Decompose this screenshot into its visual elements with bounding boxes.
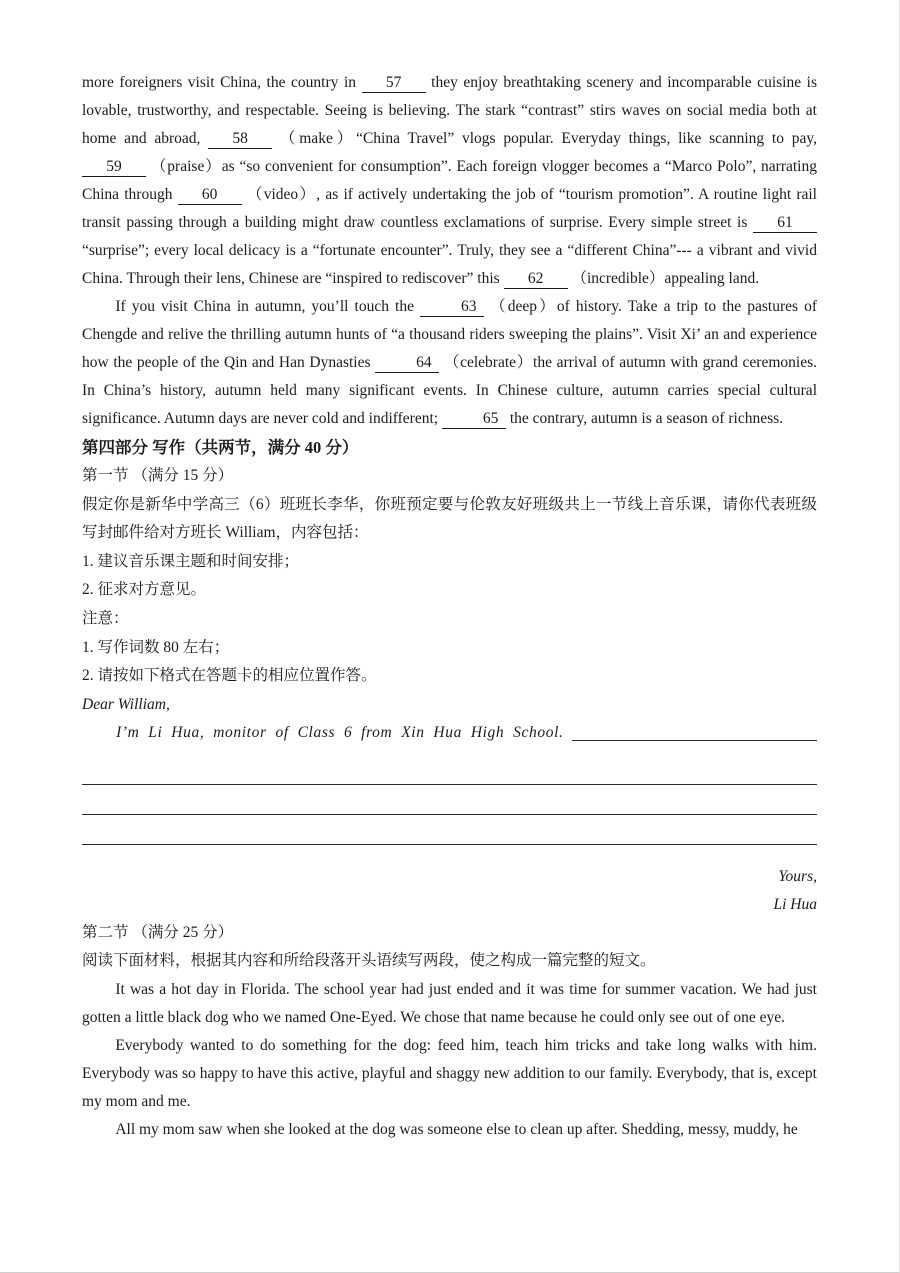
part1-note-label: 注意： (82, 609, 129, 627)
cloze-paragraph-1 (82, 69, 817, 293)
story-paragraph-2: Everybody wanted to do something for the dog: feed him, teach him tricks and take long walks with him. Everybody was so happy to have this active, playful and shaggy new addition to our family. Everybody, that is, except my mom and me. (82, 1036, 817, 1110)
letter-closing-block (82, 863, 817, 919)
blank-58: 58 (208, 129, 272, 149)
text-run: （incredible）appealing land. (567, 270, 760, 287)
text-run: （celebrate）the arrival of autumn with grand ceremonies. In China’s history, autumn held many significant events. In Chinese culture, autumn carries special cultural significance. Autumn days are never cold and indifferent; (82, 354, 817, 427)
blank-61: 61 (753, 213, 817, 233)
blank-62: 62 (504, 269, 568, 289)
story-paragraph-3: All my mom saw when she looked at the dog was someone else to clean up after. Shedding, messy, muddy, he (115, 1120, 798, 1138)
letter-opening-line (82, 719, 817, 747)
text-run: more foreigners visit China, the country in (82, 74, 362, 91)
text-run: the contrary, autumn is a season of richness. (505, 410, 784, 427)
part1-point-2: 2. 征求对方意见。 (82, 581, 207, 599)
text-run: “surprise”; every local delicacy is a “fortunate encounter”. Truly, they see a “different China”--- a vibrant and vivid China. Through their lens, Chinese are “inspired to rediscover” this (82, 242, 817, 287)
letter-salutation: Dear William, (82, 695, 170, 713)
letter-signature: Li Hua (773, 895, 817, 913)
blank-57: 57 (362, 73, 426, 93)
letter-closing: Yours, (778, 867, 817, 885)
text-run: （video）, as if actively undertaking the job of “tourism promotion”. A routine light rail transit passing through a building might draw countless exclamations of surprise. Every simple street is (82, 186, 817, 231)
part1-title: 第一节 （满分 15 分） (82, 467, 234, 484)
part2-title: 第二节 （满分 25 分） (82, 923, 234, 941)
part1-note-2: 2. 请按如下格式在答题卡的相应位置作答。 (82, 667, 377, 685)
answer-line (82, 755, 817, 785)
part1-note-1: 1. 写作词数 80 左右； (82, 638, 230, 656)
answer-line (82, 815, 817, 845)
section4-heading: 第四部分 写作（共两节，满分 40 分） (82, 438, 359, 457)
part2-instruction: 阅读下面材料，根据其内容和所给段落开头语续写两段，使之构成一篇完整的短文。 (82, 952, 656, 970)
blank-63: 63 (420, 297, 484, 317)
answer-writing-lines (82, 755, 817, 845)
text-run: （make）“China Travel” vlogs popular. Everyday things, like scanning to pay, (272, 130, 817, 147)
cloze-paragraph-2 (82, 293, 817, 433)
blank-65: 65 (442, 409, 506, 429)
answer-line (572, 719, 817, 741)
letter-opening-text: I’m Li Hua, monitor of Class 6 from Xin Hua High School. (116, 723, 564, 741)
text-run: If you visit China in autumn, you’ll touch the (115, 298, 421, 315)
part1-intro: 假定你是新华中学高三（6）班班长李华，你班预定要与伦敦友好班级共上一节线上音乐课，请你代表班级写封邮件给对方班长 William，内容包括： (82, 495, 817, 542)
part1-point-1: 1. 建议音乐课主题和时间安排； (82, 552, 300, 570)
blank-60: 60 (178, 185, 242, 205)
answer-line (82, 785, 817, 815)
story-paragraph-1: It was a hot day in Florida. The school year had just ended and it was time for summer vacation. We had just gotten a little black dog who we named One-Eyed. We chose that name because he could only see out of one eye. (82, 980, 817, 1026)
blank-59: 59 (82, 157, 146, 177)
text-run: （praise）as “so convenient for consumption”. Each foreign vlogger becomes a “Marco Polo”, narrating China through (82, 158, 817, 203)
text-run: they enjoy breathtaking scenery and incomparable cuisine is lovable, trustworthy, and respectable. Seeing is believing. The stark “contrast” stirs waves on social media both at home and abroad, (82, 74, 817, 147)
text-run: （deep）of history. Take a trip to the pastures of Chengde and relive the thrilling autumn hunts of “a thousand riders sweeping the plains”. Visit Xi’ an and experience how the people of the Qin and Han Dynasties (82, 298, 818, 371)
blank-64: 64 (375, 353, 439, 373)
